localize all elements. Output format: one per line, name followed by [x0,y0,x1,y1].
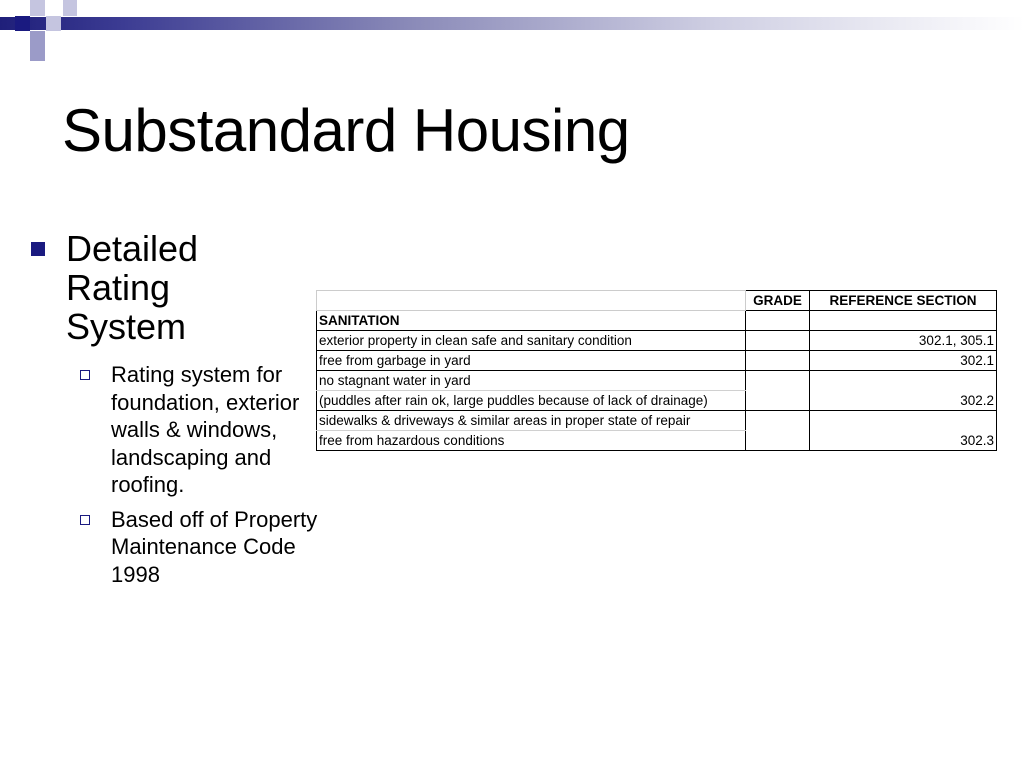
grade-cell[interactable] [746,371,810,411]
item-cell: no stagnant water in yard [317,371,746,391]
table-header-row [317,291,997,311]
reference-cell: 302.1 [810,351,997,371]
category-cell: SANITATION [317,311,746,331]
logo-square-mid [30,46,45,61]
logo-square-mid [30,31,45,46]
table-row [317,371,997,391]
hollow-square-bullet-icon [80,515,90,525]
sub-bullet-item [80,361,320,499]
grade-cell [746,311,810,331]
logo-square-dark [15,16,30,31]
sub-bullet-text: Rating system for foundation, exterior walls & windows, landscaping and roofing. [111,362,300,497]
logo-square-light [63,0,77,16]
logo-square-light [30,0,45,16]
main-bullet-text: Detailed Rating System [66,228,199,347]
header-gradient-band [0,17,1024,30]
reference-cell: 302.1, 305.1 [810,331,997,351]
table-row [317,411,997,431]
sub-bullet-list [80,361,320,595]
grade-cell[interactable] [746,331,810,351]
rating-table [316,290,997,451]
grade-cell[interactable] [746,351,810,371]
item-cell: free from hazardous conditions [317,431,746,451]
header-cell-reference: REFERENCE SECTION [810,291,997,311]
item-cell: sidewalks & driveways & similar areas in proper state of repair [317,411,746,431]
logo-square-light [46,16,61,31]
item-cell: free from garbage in yard [317,351,746,371]
reference-cell: 302.3 [810,411,997,451]
slide-title: Substandard Housing [62,97,630,164]
item-cell: exterior property in clean safe and sanitary condition [317,331,746,351]
table-row [317,351,997,371]
reference-cell: 302.2 [810,371,997,411]
sub-bullet-item [80,506,320,589]
header-cell-grade: GRADE [746,291,810,311]
header-cell-item [317,291,746,311]
reference-cell [810,311,997,331]
table-category-row [317,311,997,331]
sub-bullet-text: Based off of Property Maintenance Code 1998 [111,506,318,587]
hollow-square-bullet-icon [80,370,90,380]
table-row [317,331,997,351]
square-bullet-icon [31,242,45,256]
item-cell: (puddles after rain ok, large puddles because of lack of drainage) [317,391,746,411]
grade-cell[interactable] [746,411,810,451]
